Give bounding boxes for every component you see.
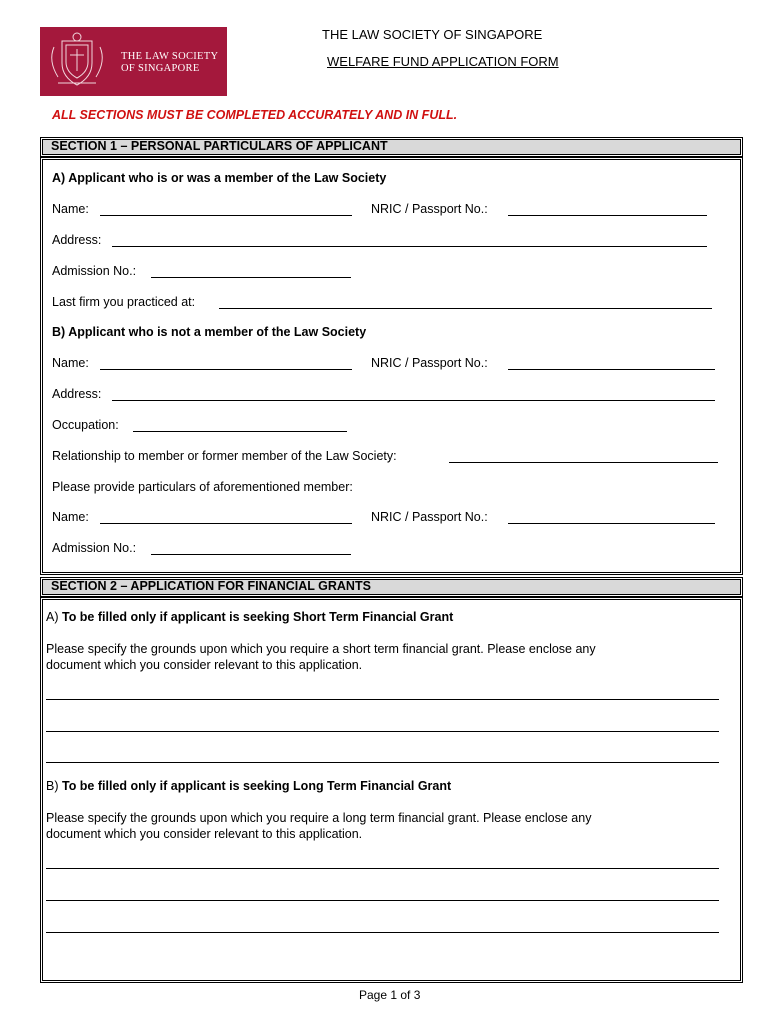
part-b-answer-line-2[interactable] [46, 900, 719, 901]
section1-header [40, 137, 743, 157]
part-b-instructions-line1: Please specify the grounds upon which you require a long term financial grant. Please enclose any [46, 811, 592, 825]
m-nric-label: NRIC / Passport No.: [371, 510, 488, 524]
part-b-answer-line-1[interactable] [46, 868, 719, 869]
logo-text-line2: OF SINGAPORE [121, 63, 200, 74]
a-name-label: Name: [52, 202, 89, 216]
section1-title: SECTION 1 – PERSONAL PARTICULARS OF APPLICANT [51, 139, 388, 153]
section2-part-b-title [46, 779, 451, 793]
b-address-field[interactable] [112, 400, 715, 401]
a-last-firm-field[interactable] [219, 308, 712, 309]
m-name-field[interactable] [100, 523, 352, 524]
org-title: THE LAW SOCIETY OF SINGAPORE [322, 27, 543, 42]
part-a-answer-line-2[interactable] [46, 731, 719, 732]
b-name-field[interactable] [100, 369, 352, 370]
section1-part-b-title: B) Applicant who is not a member of the Law Society [52, 325, 367, 339]
a-name-field[interactable] [100, 215, 352, 216]
logo-text [121, 51, 218, 75]
part-b-answer-line-3[interactable] [46, 932, 719, 933]
b-occupation-field[interactable] [133, 431, 347, 432]
part-a-answer-line-3[interactable] [46, 762, 719, 763]
section1-part-a-title: A) Applicant who is or was a member of the Law Society [52, 171, 387, 185]
section2-part-a-title [46, 610, 453, 624]
b-name-label: Name: [52, 356, 89, 370]
part-b-prefix: B) [46, 779, 59, 793]
m-admission-label: Admission No.: [52, 541, 137, 555]
completion-notice: ALL SECTIONS MUST BE COMPLETED ACCURATELY AND IN FULL. [52, 108, 458, 122]
a-address-field[interactable] [112, 246, 707, 247]
page-number: Page 1 of 3 [359, 988, 421, 1002]
a-address-label: Address: [52, 233, 102, 247]
part-a-instructions-line1: Please specify the grounds upon which you require a short term financial grant. Please enclose any [46, 642, 596, 656]
part-b-title-text: To be filled only if applicant is seeking Long Term Financial Grant [61, 779, 452, 793]
a-admission-field[interactable] [151, 277, 351, 278]
form-title: WELFARE FUND APPLICATION FORM [327, 54, 559, 69]
a-nric-field[interactable] [508, 215, 707, 216]
b-address-label: Address: [52, 387, 102, 401]
a-nric-label: NRIC / Passport No.: [371, 202, 488, 216]
part-a-instructions [46, 641, 596, 673]
part-b-instructions-line2: document which you consider relevant to this application. [46, 827, 363, 841]
m-admission-field[interactable] [151, 554, 351, 555]
part-a-instructions-line2: document which you consider relevant to this application. [46, 658, 363, 672]
logo-text-line1: THE LAW SOCIETY [121, 51, 219, 62]
m-name-label: Name: [52, 510, 89, 524]
section2-title: SECTION 2 – APPLICATION FOR FINANCIAL GRANTS [51, 579, 371, 593]
b-nric-field[interactable] [508, 369, 715, 370]
section2-header [40, 577, 743, 597]
part-a-answer-line-1[interactable] [46, 699, 719, 700]
part-a-title-text: To be filled only if applicant is seeking Short Term Financial Grant [61, 610, 454, 624]
b-relationship-field[interactable] [449, 462, 718, 463]
b-nric-label: NRIC / Passport No.: [371, 356, 488, 370]
m-nric-field[interactable] [508, 523, 715, 524]
b-relationship-label: Relationship to member or former member of the Law Society: [52, 449, 397, 463]
a-last-firm-label: Last firm you practiced at: [52, 295, 196, 309]
part-b-instructions [46, 810, 591, 842]
b-particulars-label: Please provide particulars of aforementioned member: [52, 480, 353, 494]
part-a-prefix: A) [46, 610, 59, 624]
b-occupation-label: Occupation: [52, 418, 119, 432]
a-admission-label: Admission No.: [52, 264, 137, 278]
